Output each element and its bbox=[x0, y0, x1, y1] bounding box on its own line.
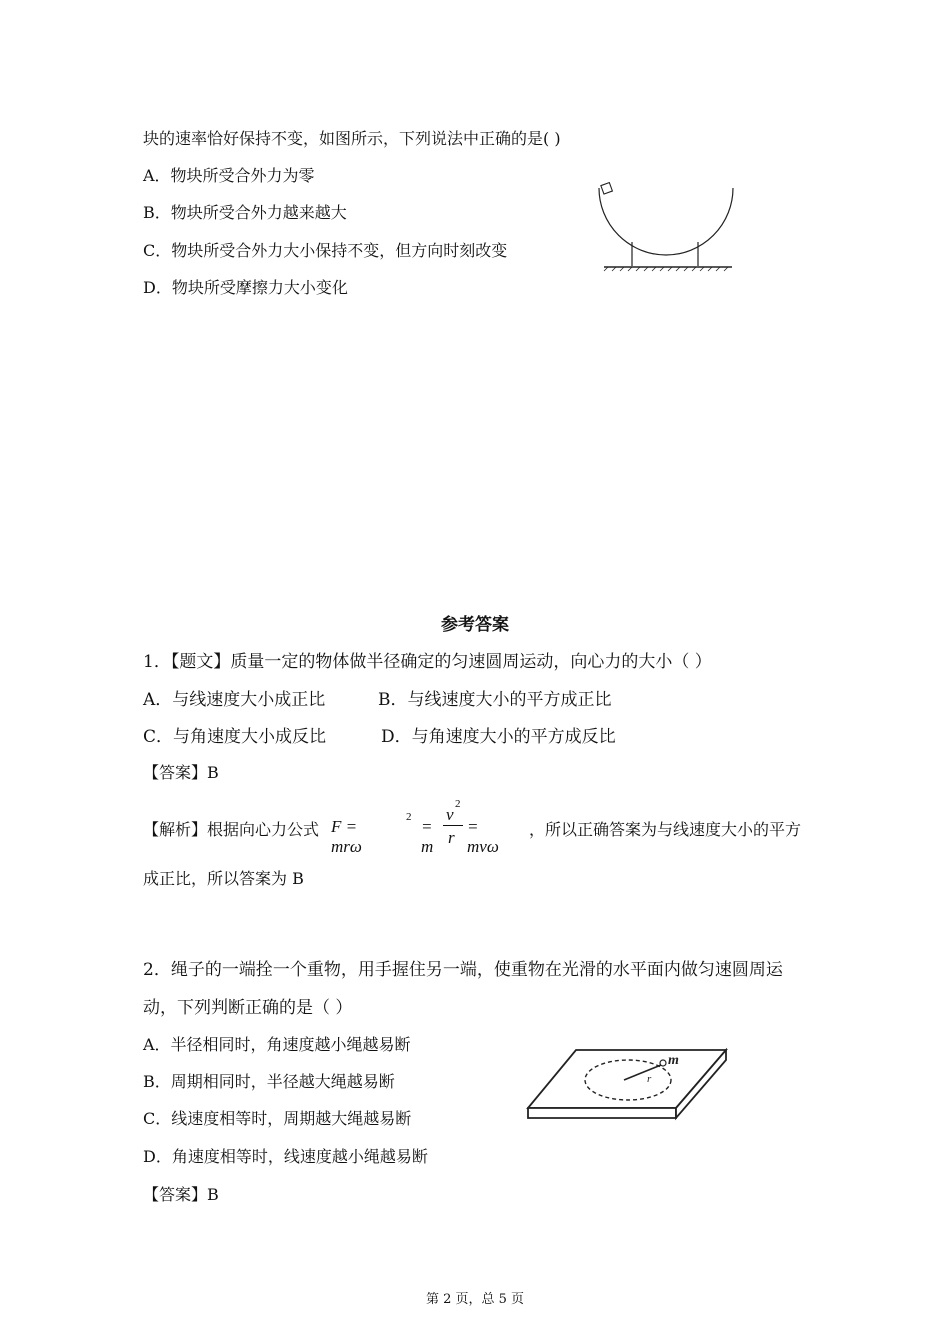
q1-option-c: C．与角速度大小成反比 bbox=[143, 727, 327, 747]
radius-label: r bbox=[647, 1073, 652, 1085]
q1-analysis-line2: 成正比，所以答案为 B bbox=[143, 869, 304, 888]
page-footer: 第 2 页，总 5 页 bbox=[425, 1292, 525, 1307]
bowl-figure bbox=[596, 180, 746, 272]
q1-option-a: A．与线速度大小成正比 bbox=[143, 690, 326, 710]
option-d: D．物块所受摩擦力大小变化 bbox=[143, 278, 348, 297]
q1-option-b: B．与线速度大小的平方成正比 bbox=[378, 690, 612, 710]
q1-answer: 【答案】B bbox=[143, 763, 219, 782]
option-c: C．物块所受合外力大小保持不变，但方向时刻改变 bbox=[143, 241, 508, 260]
fraction-bar bbox=[443, 825, 463, 826]
q2-option-a: A．半径相同时，角速度越小绳越易断 bbox=[143, 1035, 411, 1054]
q2-option-d: D．角速度相等时，线速度越小绳越易断 bbox=[143, 1147, 428, 1166]
block bbox=[601, 183, 613, 195]
q2-stem-line1: 2．绳子的一端拴一个重物，用手握住另一端，使重物在光滑的水平面内做匀速圆周运 bbox=[143, 960, 783, 980]
mass-point bbox=[660, 1060, 666, 1066]
q2-answer: 【答案】B bbox=[143, 1185, 219, 1204]
plane-figure bbox=[526, 1048, 728, 1122]
q1-analysis-prefix: 【解析】根据向心力公式 bbox=[143, 820, 320, 839]
plane-front bbox=[528, 1108, 676, 1118]
q1-analysis-suffix: ，所以正确答案为与线速度大小的平方 bbox=[529, 820, 802, 839]
option-b: B．物块所受合外力越来越大 bbox=[143, 203, 347, 222]
question-stem-tail: 块的速率恰好保持不变，如图所示，下列说法中正确的是( ) bbox=[143, 129, 561, 148]
q1-option-d: D．与角速度大小的平方成反比 bbox=[381, 727, 616, 747]
mass-label: m bbox=[668, 1053, 679, 1068]
q2-option-c: C．线速度相等时，周期越大绳越易断 bbox=[143, 1109, 412, 1128]
option-a: A．物块所受合外力为零 bbox=[143, 166, 315, 185]
bowl-arc bbox=[599, 188, 733, 255]
q2-stem-line2: 动，下列判断正确的是（ ） bbox=[143, 998, 353, 1018]
answers-title: 参考答案 bbox=[441, 615, 509, 635]
q2-option-b: B．周期相同时，半径越大绳越易断 bbox=[143, 1072, 395, 1091]
q1-stem: 1．【题文】质量一定的物体做半径确定的匀速圆周运动，向心力的大小（ ） bbox=[143, 652, 712, 672]
